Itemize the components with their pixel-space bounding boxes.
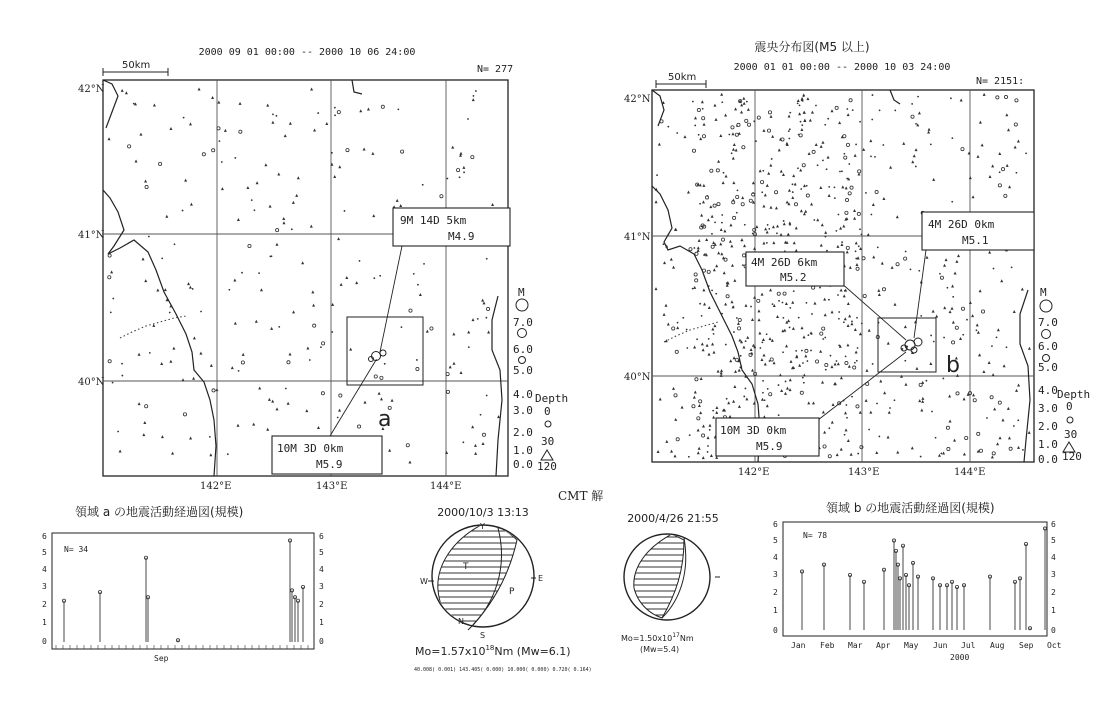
left-map-date-range: 2000 09 01 00:00 -- 2000 10 06 24:00 xyxy=(198,47,416,58)
left-map-depth-legend xyxy=(535,392,568,473)
svg-text:3: 3 xyxy=(42,582,47,591)
left-map-event-box-lower xyxy=(272,436,382,474)
cmt-left-footer: 40.008( 0.001) 143.405( 0.000) 10.000( 0.000) 0.720( 0.164) xyxy=(414,667,592,673)
svg-text:0: 0 xyxy=(1066,400,1073,413)
svg-text:2: 2 xyxy=(42,600,47,609)
left-map-scale-label: 50km xyxy=(122,60,151,71)
svg-text:Feb: Feb xyxy=(820,641,835,650)
timeline-b-title: 領域 b の地震活動経過図(規模) xyxy=(826,501,995,515)
svg-text:3.0: 3.0 xyxy=(1038,402,1058,415)
timeline-b-panel xyxy=(773,500,1062,662)
svg-text:30: 30 xyxy=(1064,428,1078,441)
svg-text:M: M xyxy=(518,286,525,299)
timeline-a-month-label: Sep xyxy=(154,654,169,663)
event-label-line1: 4M 26D 6km xyxy=(751,256,818,269)
right-map-scale-bar xyxy=(656,72,706,88)
left-map-grid xyxy=(103,80,508,476)
svg-text:1.0: 1.0 xyxy=(1038,438,1058,451)
svg-text:4: 4 xyxy=(773,553,778,562)
timeline-a-count: N= 34 xyxy=(64,545,89,554)
svg-text:0.0: 0.0 xyxy=(513,458,533,471)
event-label-line1: 10M 3D 0km xyxy=(277,442,344,455)
svg-text:Jul: Jul xyxy=(961,641,976,650)
svg-text:2: 2 xyxy=(1051,588,1056,597)
left-map-boundary xyxy=(120,316,186,338)
svg-text:4: 4 xyxy=(42,565,47,574)
svg-text:May: May xyxy=(904,641,919,650)
callout-line-upper xyxy=(380,246,402,352)
svg-text:2: 2 xyxy=(773,588,778,597)
svg-text:Oct: Oct xyxy=(1047,641,1062,650)
cmt-right-solution xyxy=(621,512,720,654)
right-map-depth-legend xyxy=(1057,388,1090,463)
timeline-b-right-ticks xyxy=(1051,520,1056,635)
svg-text:Apr: Apr xyxy=(876,641,891,650)
right-map-event-box-mid xyxy=(746,252,844,286)
svg-text:120: 120 xyxy=(1062,450,1082,463)
timeline-b-left-ticks xyxy=(773,520,778,635)
right-map-title: 震央分布図(M5 以上) xyxy=(754,40,870,54)
svg-text:1.0: 1.0 xyxy=(513,444,533,457)
svg-text:Jun: Jun xyxy=(933,641,948,650)
left-map-frame xyxy=(103,80,508,476)
right-map-event-box-lower xyxy=(716,418,819,456)
cmt-left-label-e: E xyxy=(538,574,544,583)
svg-text:6: 6 xyxy=(773,520,778,529)
svg-text:5.0: 5.0 xyxy=(513,364,533,377)
svg-text:3: 3 xyxy=(773,570,778,579)
svg-text:5: 5 xyxy=(773,536,778,545)
svg-text:6.0: 6.0 xyxy=(513,343,533,356)
left-map-scale-bar xyxy=(103,60,168,76)
timeline-a-right-ticks xyxy=(319,532,324,646)
svg-text:4.0: 4.0 xyxy=(1038,384,1058,397)
svg-text:Sep: Sep xyxy=(1019,641,1034,650)
cmt-left-label-top: Y xyxy=(480,522,485,531)
cmt-left-datetime: 2000/10/3 13:13 xyxy=(437,506,529,519)
event-label-line2: M5.1 xyxy=(962,234,989,247)
cmt-panel xyxy=(414,489,720,673)
right-map-main-shock xyxy=(901,338,922,353)
svg-text:Jan: Jan xyxy=(791,641,806,650)
svg-text:0: 0 xyxy=(319,637,324,646)
svg-text:3.0: 3.0 xyxy=(513,404,533,417)
cmt-right-datetime: 2000/4/26 21:55 xyxy=(627,512,719,525)
timeline-b-month-labels xyxy=(791,641,1062,650)
svg-text:143°E: 143°E xyxy=(316,481,348,492)
cmt-left-label-bottom: S xyxy=(480,631,486,640)
svg-text:0: 0 xyxy=(42,637,47,646)
right-map-boundary xyxy=(664,322,718,342)
timeline-a-left-ticks xyxy=(42,532,47,646)
cmt-left-label-t: T xyxy=(463,562,469,572)
svg-text:120: 120 xyxy=(537,460,557,473)
svg-text:0: 0 xyxy=(1051,626,1056,635)
svg-text:42°N: 42°N xyxy=(78,84,105,95)
cmt-left-label-w: W xyxy=(420,577,428,586)
timeline-a-title: 領域 a の地震活動経過図(規模) xyxy=(75,505,244,519)
timeline-a-magnitude-stems xyxy=(62,539,304,642)
svg-text:7.0: 7.0 xyxy=(513,316,533,329)
svg-text:143°E: 143°E xyxy=(848,467,880,478)
timeline-a-frame xyxy=(52,533,314,649)
cmt-title: CMT 解 xyxy=(558,489,604,503)
svg-text:M: M xyxy=(1040,286,1047,299)
svg-text:144°E: 144°E xyxy=(954,467,986,478)
svg-text:0: 0 xyxy=(773,626,778,635)
svg-text:6.0: 6.0 xyxy=(1038,340,1058,353)
svg-text:2: 2 xyxy=(319,600,324,609)
svg-text:7.0: 7.0 xyxy=(1038,316,1058,329)
event-label-line1: 10M 3D 0km xyxy=(720,424,787,437)
cmt-right-moment: $Mo=1.50x10^{17}Nm$ xyxy=(621,632,694,643)
svg-text:6: 6 xyxy=(319,532,324,541)
svg-text:6: 6 xyxy=(42,532,47,541)
svg-text:0: 0 xyxy=(544,405,551,418)
event-label-line2: M5.2 xyxy=(780,271,807,284)
timeline-a-day-ticks xyxy=(56,645,308,649)
left-map-axis-labels xyxy=(78,84,461,492)
svg-text:41°N: 41°N xyxy=(624,232,651,243)
callout-line-right xyxy=(914,250,926,338)
right-epicenter-map xyxy=(624,39,1090,478)
left-map-count: N= 277 xyxy=(477,64,514,75)
svg-text:4.0: 4.0 xyxy=(513,388,533,401)
svg-text:5: 5 xyxy=(42,548,47,557)
event-label-line1: 9M 14D 5km xyxy=(400,214,467,227)
callout-line-lower xyxy=(330,360,376,436)
event-label-line1: 4M 26D 0km xyxy=(928,218,995,231)
svg-text:1: 1 xyxy=(42,618,47,627)
right-map-scale-label: 50km xyxy=(668,72,697,83)
event-label-line2: M4.9 xyxy=(448,230,475,243)
timeline-a-panel xyxy=(42,504,324,663)
svg-text:144°E: 144°E xyxy=(430,481,462,492)
svg-text:142°E: 142°E xyxy=(738,467,770,478)
right-map-region-label: b xyxy=(946,353,960,378)
svg-text:3: 3 xyxy=(319,582,324,591)
svg-text:Depth: Depth xyxy=(1057,388,1091,401)
svg-text:4: 4 xyxy=(1051,553,1056,562)
callout-line-mid xyxy=(840,282,906,340)
left-map-region-label: a xyxy=(378,407,392,432)
svg-text:2.0: 2.0 xyxy=(1038,420,1058,433)
svg-text:41°N: 41°N xyxy=(78,230,105,241)
svg-text:142°E: 142°E xyxy=(200,481,232,492)
svg-text:Aug: Aug xyxy=(990,641,1005,650)
left-map-epicenters xyxy=(108,88,500,464)
event-label-line2: M5.9 xyxy=(756,440,783,453)
right-map-date-range: 2000 01 01 00:00 -- 2000 10 03 24:00 xyxy=(733,62,951,73)
svg-text:1: 1 xyxy=(319,618,324,627)
svg-text:6: 6 xyxy=(1051,520,1056,529)
svg-text:5.0: 5.0 xyxy=(1038,361,1058,374)
svg-text:5: 5 xyxy=(1051,536,1056,545)
svg-text:3: 3 xyxy=(1051,570,1056,579)
timeline-b-year: 2000 xyxy=(950,653,970,662)
svg-text:0.0: 0.0 xyxy=(1038,453,1058,466)
svg-text:5: 5 xyxy=(319,548,324,557)
svg-text:40°N: 40°N xyxy=(624,372,651,383)
left-epicenter-map xyxy=(78,47,568,492)
event-label-line2: M5.9 xyxy=(316,458,343,471)
right-map-magnitude-legend xyxy=(1038,286,1058,466)
timeline-b-count: N= 78 xyxy=(803,531,828,540)
svg-text:42°N: 42°N xyxy=(624,94,651,105)
left-map-coastline xyxy=(103,80,502,476)
left-map-event-box-upper xyxy=(393,208,510,246)
right-map-region-b-box xyxy=(878,318,936,372)
svg-text:4: 4 xyxy=(319,565,324,574)
cmt-right-mw: (Mw=5.4) xyxy=(640,645,680,654)
svg-text:Depth: Depth xyxy=(535,392,569,405)
left-map-magnitude-legend xyxy=(513,286,533,471)
svg-text:2.0: 2.0 xyxy=(513,426,533,439)
svg-text:30: 30 xyxy=(541,435,555,448)
cmt-left-solution xyxy=(414,506,592,673)
right-map-event-box-right xyxy=(922,212,1034,250)
cmt-left-moment: $Mo=1.57x10^{18}Nm$ (Mw=6.1) xyxy=(415,644,571,658)
cmt-left-label-p: P xyxy=(509,587,515,597)
svg-text:1: 1 xyxy=(1051,606,1056,615)
svg-text:40°N: 40°N xyxy=(78,377,105,388)
timeline-b-magnitude-stems xyxy=(800,527,1046,630)
cmt-left-label-n: N xyxy=(458,617,464,626)
svg-text:Mar: Mar xyxy=(848,641,863,650)
svg-text:1: 1 xyxy=(773,606,778,615)
right-map-count: N= 2151: xyxy=(976,76,1025,87)
